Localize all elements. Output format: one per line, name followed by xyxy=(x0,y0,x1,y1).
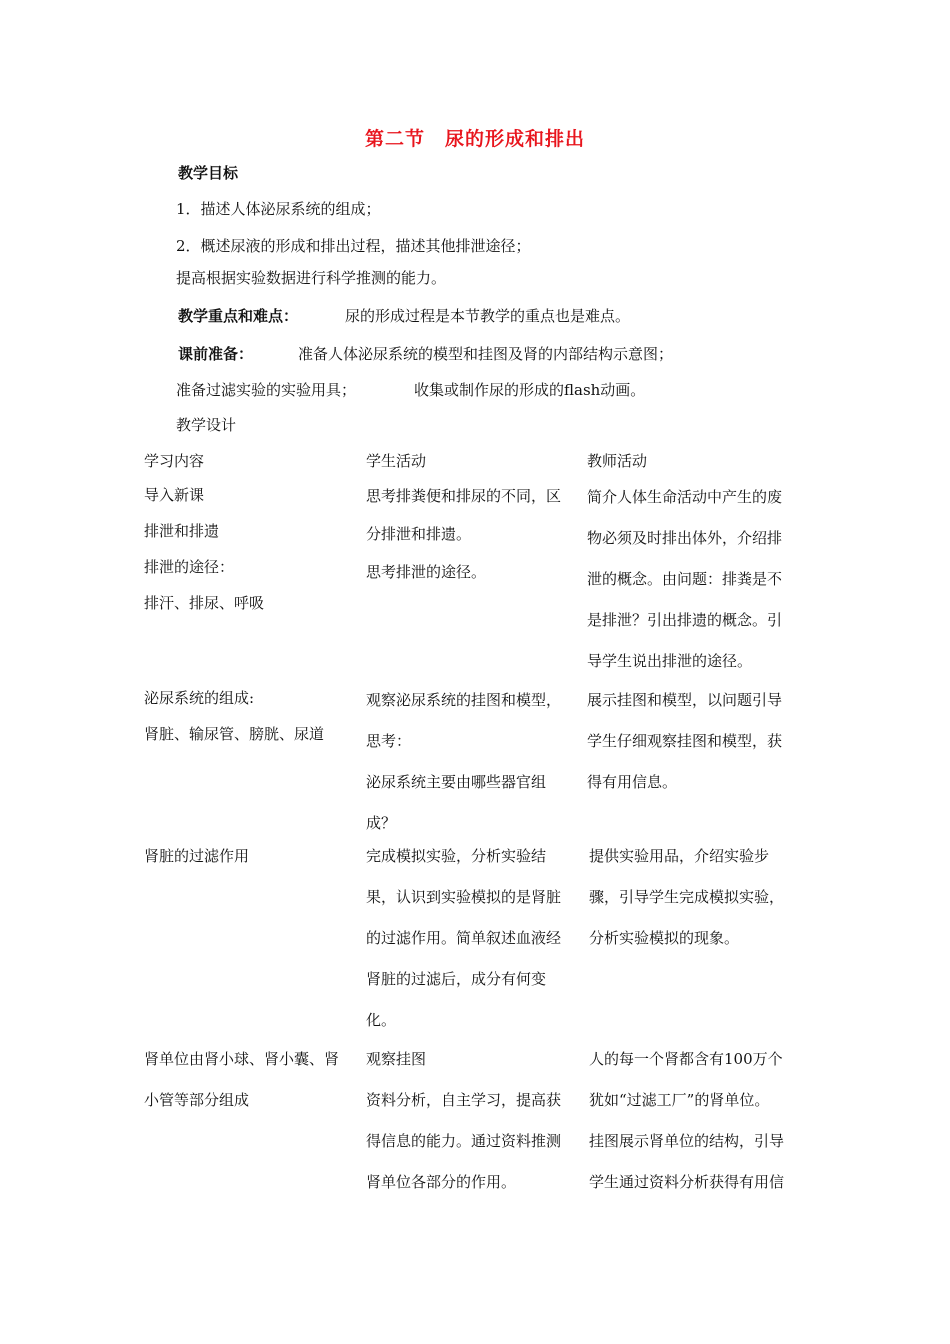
cell-line: 肾脏的过滤作用 xyxy=(144,847,250,865)
cell-line: 泄的概念。由问题：排粪是不 xyxy=(587,570,783,588)
cell-line: 思考排粪便和排尿的不同，区 xyxy=(366,487,562,505)
table-row-2-content xyxy=(144,680,324,752)
table-row-1-content xyxy=(144,477,264,621)
table-row-3-student xyxy=(366,836,561,1041)
cell-line: 排泄和排遗 xyxy=(144,522,220,540)
cell-line: 物必须及时排出体外，介绍排 xyxy=(587,529,783,547)
cell-line: 的过滤作用。简单叙述血液经 xyxy=(366,929,562,947)
cell-line: 犹如“过滤工厂”的肾单位。 xyxy=(589,1091,770,1109)
preparation-label: 课前准备： xyxy=(178,345,254,363)
page-title: 第二节 尿的形成和排出 xyxy=(364,128,585,150)
objective-item-3: 提高根据实验数据进行科学推测的能力。 xyxy=(176,269,447,287)
cell-line: 导学生说出排泄的途径。 xyxy=(587,652,753,670)
cell-line: 果，认识到实验模拟的是肾脏 xyxy=(366,888,562,906)
table-row-3-content xyxy=(144,836,249,877)
preparation-line-2b: 收集或制作尿的形成的flash动画。 xyxy=(414,381,646,399)
cell-line: 泌尿系统的组成: xyxy=(144,689,255,707)
cell-line: 人的每一个肾都含有100万个 xyxy=(589,1050,783,1068)
table-row-3-teacher xyxy=(589,836,784,959)
objective-item-2: 2．概述尿液的形成和排出过程，描述其他排泄途径； xyxy=(176,237,531,255)
cell-line: 挂图展示肾单位的结构，引导 xyxy=(589,1132,785,1150)
table-header-content: 学习内容 xyxy=(144,452,205,470)
cell-line: 导入新课 xyxy=(144,486,205,504)
table-row-1-student xyxy=(366,477,561,591)
cell-line: 肾脏的过滤后，成分有何变 xyxy=(366,970,547,988)
preparation-line-2a: 准备过滤实验的实验用具； xyxy=(176,381,357,399)
cell-line: 分析实验模拟的现象。 xyxy=(589,929,740,947)
table-header-student: 学生活动 xyxy=(366,452,427,470)
cell-line: 成？ xyxy=(366,814,397,832)
cell-line: 肾单位由肾小球、肾小囊、肾 xyxy=(144,1050,340,1068)
cell-line: 展示挂图和模型，以问题引导 xyxy=(587,691,783,709)
cell-line: 肾单位各部分的作用。 xyxy=(366,1173,517,1191)
preparation-text: 准备人体泌尿系统的模型和挂图及肾的内部结构示意图； xyxy=(298,345,674,363)
table-row-1-teacher xyxy=(587,477,782,682)
cell-line: 资料分析，自主学习，提高获 xyxy=(366,1091,562,1109)
cell-line: 泌尿系统主要由哪些器官组 xyxy=(366,773,547,791)
table-row-4-teacher xyxy=(589,1039,784,1203)
cell-line: 排泄的途径： xyxy=(144,558,235,576)
cell-line: 提供实验用品，介绍实验步 xyxy=(589,847,770,865)
objectives-heading: 教学目标 xyxy=(178,164,239,182)
cell-line: 学生通过资料分析获得有用信 xyxy=(589,1173,785,1191)
cell-line: 观察挂图 xyxy=(366,1050,427,1068)
table-row-2-student xyxy=(366,680,561,844)
table-header-teacher: 教师活动 xyxy=(587,452,648,470)
design-heading: 教学设计 xyxy=(176,416,237,434)
key-points-label: 教学重点和难点： xyxy=(178,307,299,325)
table-row-4-student xyxy=(366,1039,561,1203)
cell-line: 思考排泄的途径。 xyxy=(366,563,487,581)
cell-line: 得信息的能力。通过资料推测 xyxy=(366,1132,562,1150)
cell-line: 观察泌尿系统的挂图和模型， xyxy=(366,691,562,709)
cell-line: 分排泄和排遗。 xyxy=(366,525,472,543)
key-points-text: 尿的形成过程是本节教学的重点也是难点。 xyxy=(345,307,631,325)
table-row-2-teacher xyxy=(587,680,782,803)
cell-line: 排汗、排尿、呼吸 xyxy=(144,594,265,612)
table-row-4-content xyxy=(144,1039,339,1121)
cell-line: 肾脏、输尿管、膀胱、尿道 xyxy=(144,725,325,743)
cell-line: 学生仔细观察挂图和模型，获 xyxy=(587,732,783,750)
cell-line: 是排泄？引出排遗的概念。引 xyxy=(587,611,783,629)
cell-line: 化。 xyxy=(366,1011,397,1029)
cell-line: 简介人体生命活动中产生的废 xyxy=(587,488,783,506)
cell-line: 骤，引导学生完成模拟实验， xyxy=(589,888,785,906)
cell-line: 完成模拟实验，分析实验结 xyxy=(366,847,547,865)
cell-line: 小管等部分组成 xyxy=(144,1091,250,1109)
cell-line: 得有用信息。 xyxy=(587,773,678,791)
objective-item-1: 1．描述人体泌尿系统的组成； xyxy=(176,200,381,218)
cell-line: 思考： xyxy=(366,732,412,750)
